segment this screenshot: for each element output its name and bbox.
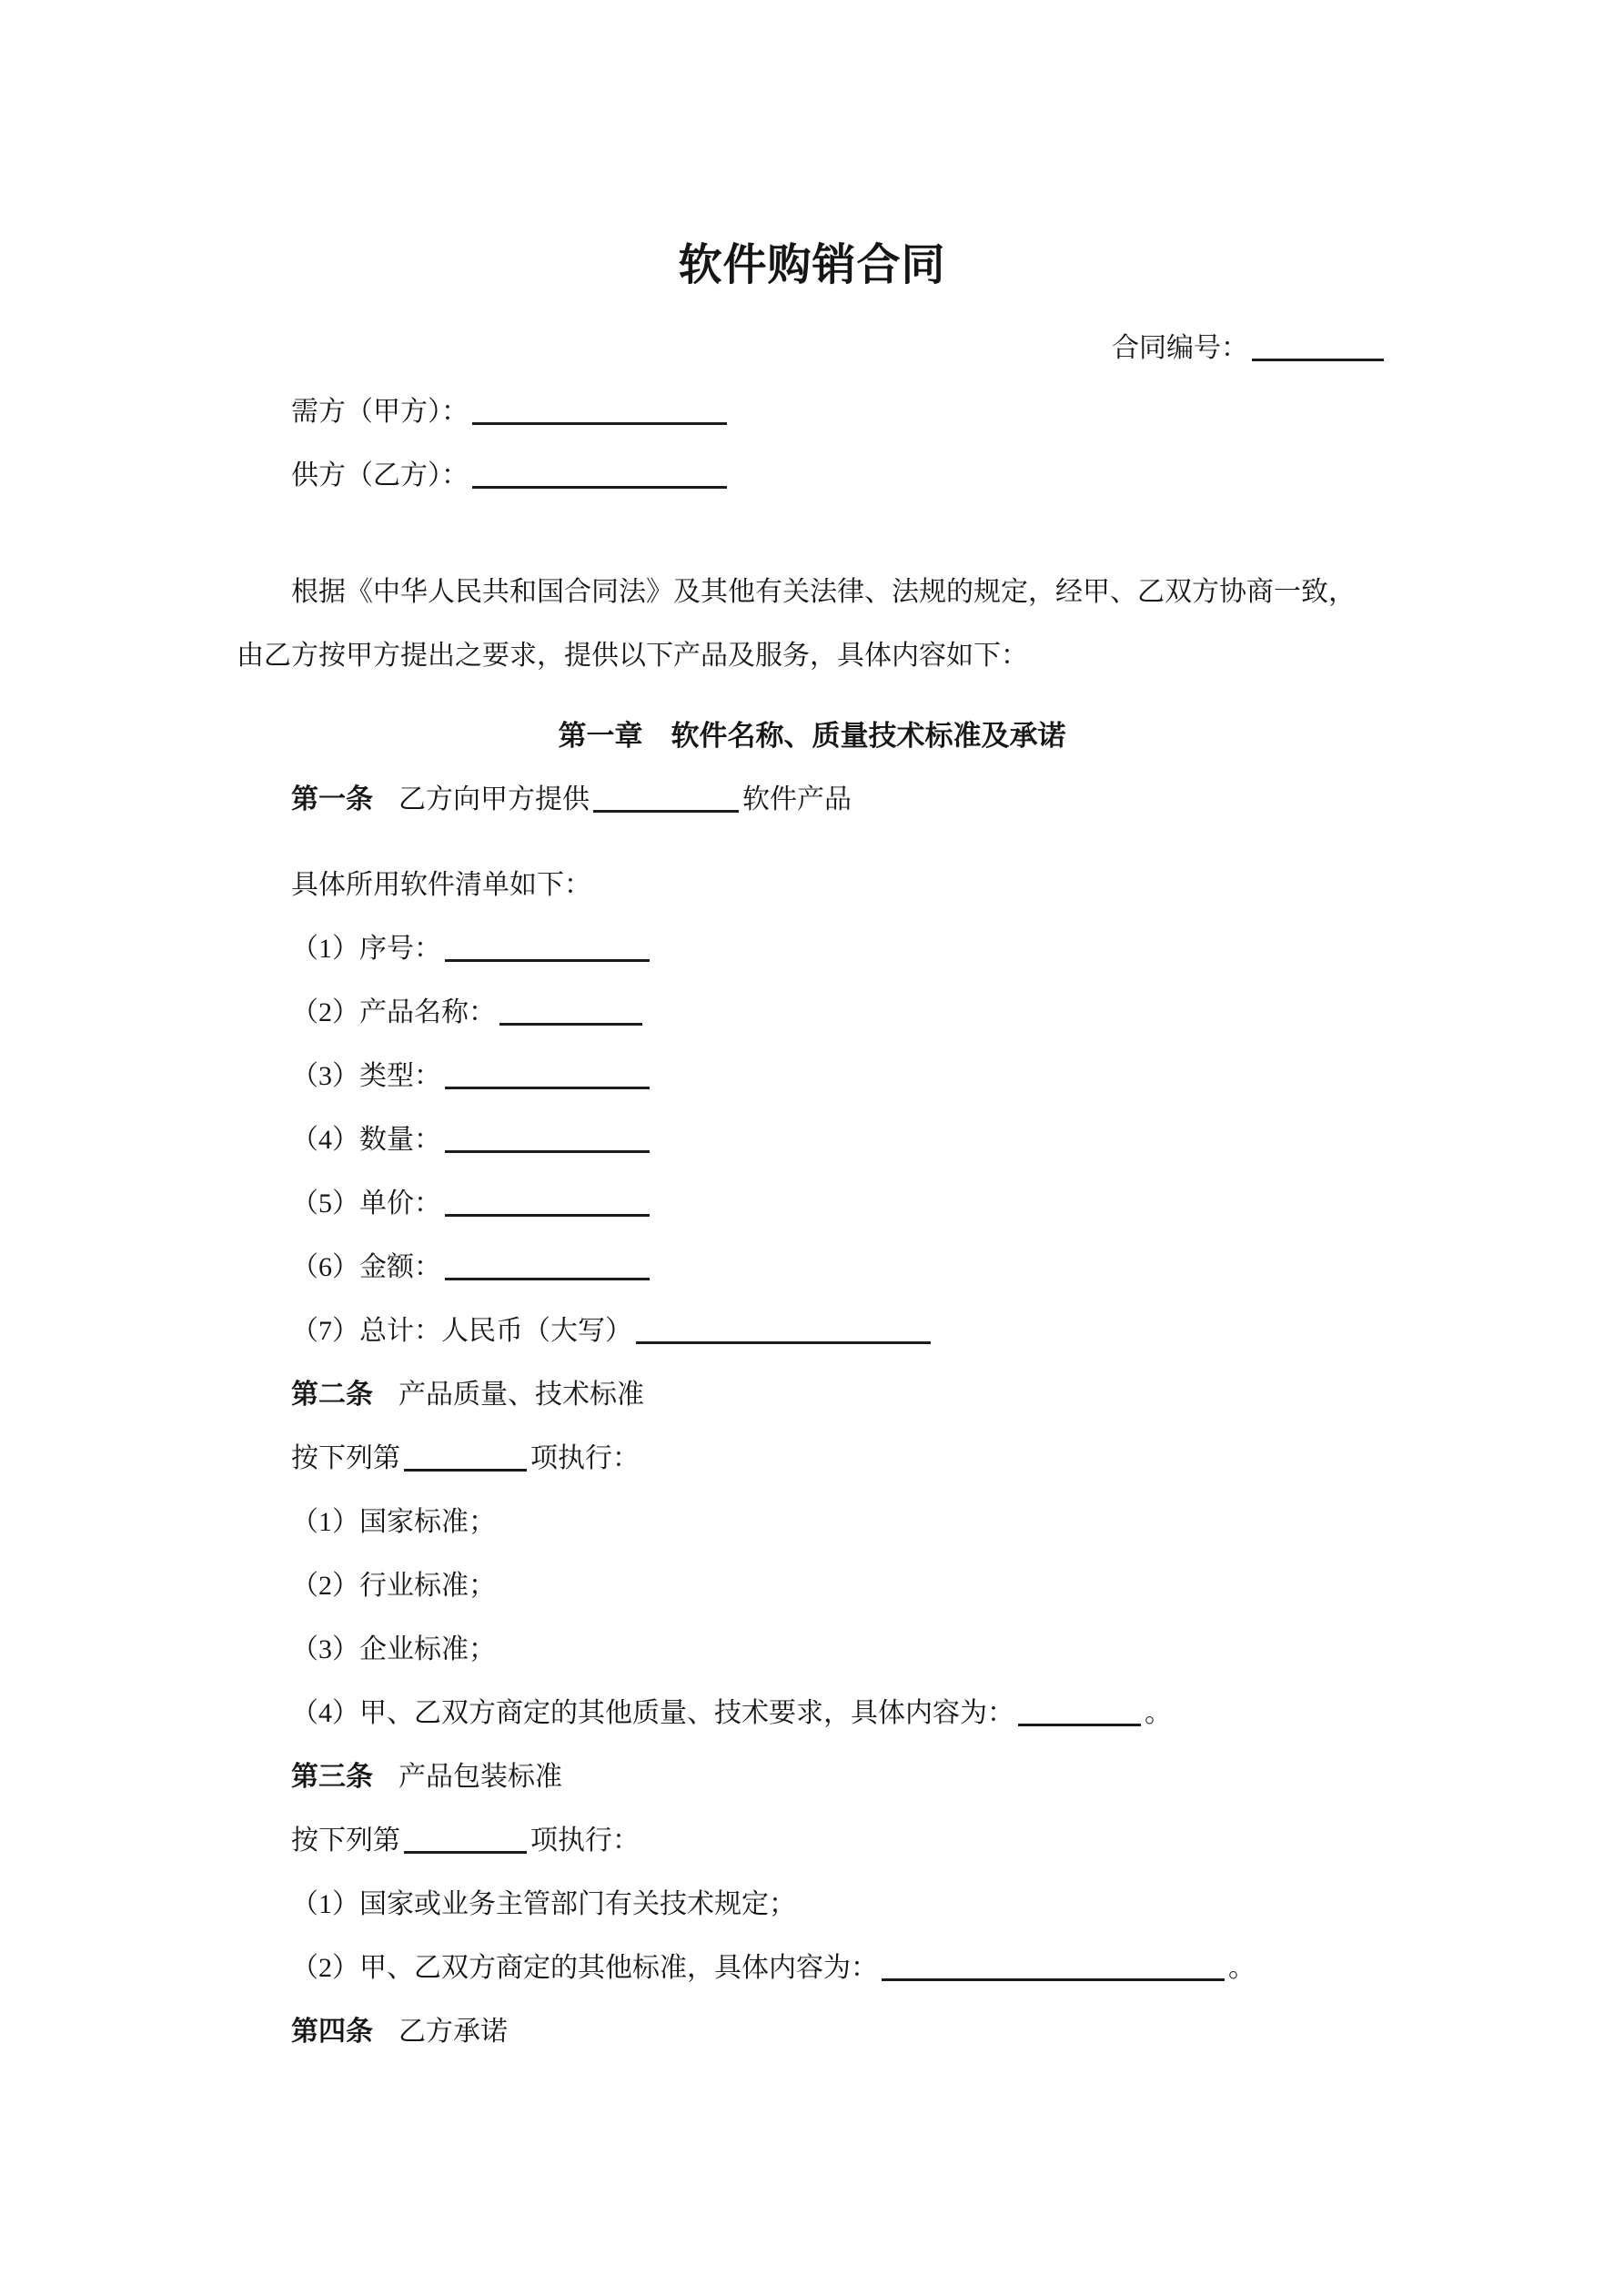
serial-blank — [445, 950, 650, 962]
standard-option-national: （1）国家标准； — [291, 1507, 496, 1537]
article-1-text-post: 软件产品 — [742, 784, 852, 814]
list-item-label: （7）总计：人民币（大写） — [291, 1316, 632, 1346]
article-4-title: 乙方承诺 — [398, 2017, 508, 2047]
period-mark: 。 — [1228, 1953, 1256, 1983]
article-3-line — [237, 1745, 1387, 1809]
article-3-number: 第三条 — [291, 1762, 373, 1792]
article-1-text-pre: 乙方向甲方提供 — [398, 784, 590, 814]
type-blank — [445, 1077, 650, 1089]
list-item-label: （1）序号： — [291, 934, 441, 964]
article-1-blank — [593, 801, 739, 813]
unit-price-blank — [445, 1205, 650, 1217]
contract-number-line — [237, 317, 1387, 380]
list-item-amount — [237, 1236, 1387, 1300]
exec-text-post: 项执行： — [530, 1443, 640, 1473]
buyer-name-blank — [472, 413, 727, 425]
party-line-seller — [237, 444, 1387, 508]
list-item-quantity — [237, 1108, 1387, 1172]
option-other-blank — [882, 1969, 1225, 1981]
amount-blank — [445, 1269, 650, 1280]
option-other-text: （2）甲、乙双方商定的其他标准，具体内容为： — [291, 1953, 878, 1983]
article-4-line — [237, 2000, 1387, 2064]
list-item-product-name — [237, 981, 1387, 1045]
article-3-title: 产品包装标准 — [398, 1762, 562, 1792]
article-2-number: 第二条 — [291, 1380, 373, 1410]
standard-option-industry: （2）行业标准； — [291, 1571, 496, 1601]
chapter-1-heading: 第一章 软件名称、质量技术标准及承诺 — [558, 720, 1066, 752]
list-item-unit-price — [237, 1172, 1387, 1236]
article-3-exec-line — [237, 1809, 1387, 1873]
list-item-type — [237, 1045, 1387, 1108]
standard-option-other — [237, 1682, 1387, 1745]
list-item-total — [237, 1300, 1387, 1363]
contract-number-label: 合同编号： — [1112, 333, 1248, 363]
article-4-number: 第四条 — [291, 2017, 373, 2047]
article-1-number: 第一条 — [291, 784, 373, 814]
preamble-line-1: 根据《中华人民共和国合同法》及其他有关法律、法规的规定，经甲、乙双方协商一致， — [291, 577, 1356, 607]
list-item-label: （3）类型： — [291, 1061, 441, 1091]
quantity-blank — [445, 1141, 650, 1153]
standard-option-enterprise: （3）企业标准； — [291, 1634, 496, 1664]
packing-option-other — [237, 1937, 1387, 2000]
option-other-blank — [1018, 1714, 1141, 1726]
article-2-title: 产品质量、技术标准 — [398, 1380, 644, 1410]
seller-label: 供方（乙方）： — [291, 460, 469, 491]
list-item-label: （6）金额： — [291, 1252, 441, 1282]
preamble-line-2: 由乙方按甲方提出之要求，提供以下产品及服务，具体内容如下： — [237, 641, 1028, 671]
document-title: 软件购销合同 — [678, 241, 946, 289]
article-2-exec-line — [237, 1427, 1387, 1491]
option-other-text: （4）甲、乙双方商定的其他质量、技术要求，具体内容为： — [291, 1698, 1014, 1728]
list-item-serial — [237, 917, 1387, 981]
article-2-line — [237, 1363, 1387, 1427]
exec-text-pre: 按下列第 — [291, 1443, 400, 1473]
exec-choice-blank — [404, 1842, 527, 1854]
list-item-label: （2）产品名称： — [291, 997, 496, 1027]
article-1-line — [237, 768, 1387, 832]
packing-option-national: （1）国家或业务主管部门有关技术规定； — [291, 1889, 796, 1919]
buyer-label: 需方（甲方）： — [291, 397, 469, 427]
exec-choice-blank — [404, 1460, 527, 1472]
seller-name-blank — [472, 477, 727, 489]
party-line-buyer — [237, 380, 1387, 444]
product-name-blank — [499, 1014, 642, 1026]
exec-text-pre: 按下列第 — [291, 1826, 400, 1856]
list-item-label: （4）数量： — [291, 1125, 441, 1155]
period-mark: 。 — [1145, 1698, 1172, 1728]
total-in-words-blank — [636, 1332, 931, 1344]
exec-text-post: 项执行： — [530, 1826, 640, 1856]
list-item-label: （5）单价： — [291, 1188, 441, 1219]
software-list-intro: 具体所用软件清单如下： — [291, 870, 591, 900]
contract-number-blank — [1252, 349, 1384, 361]
